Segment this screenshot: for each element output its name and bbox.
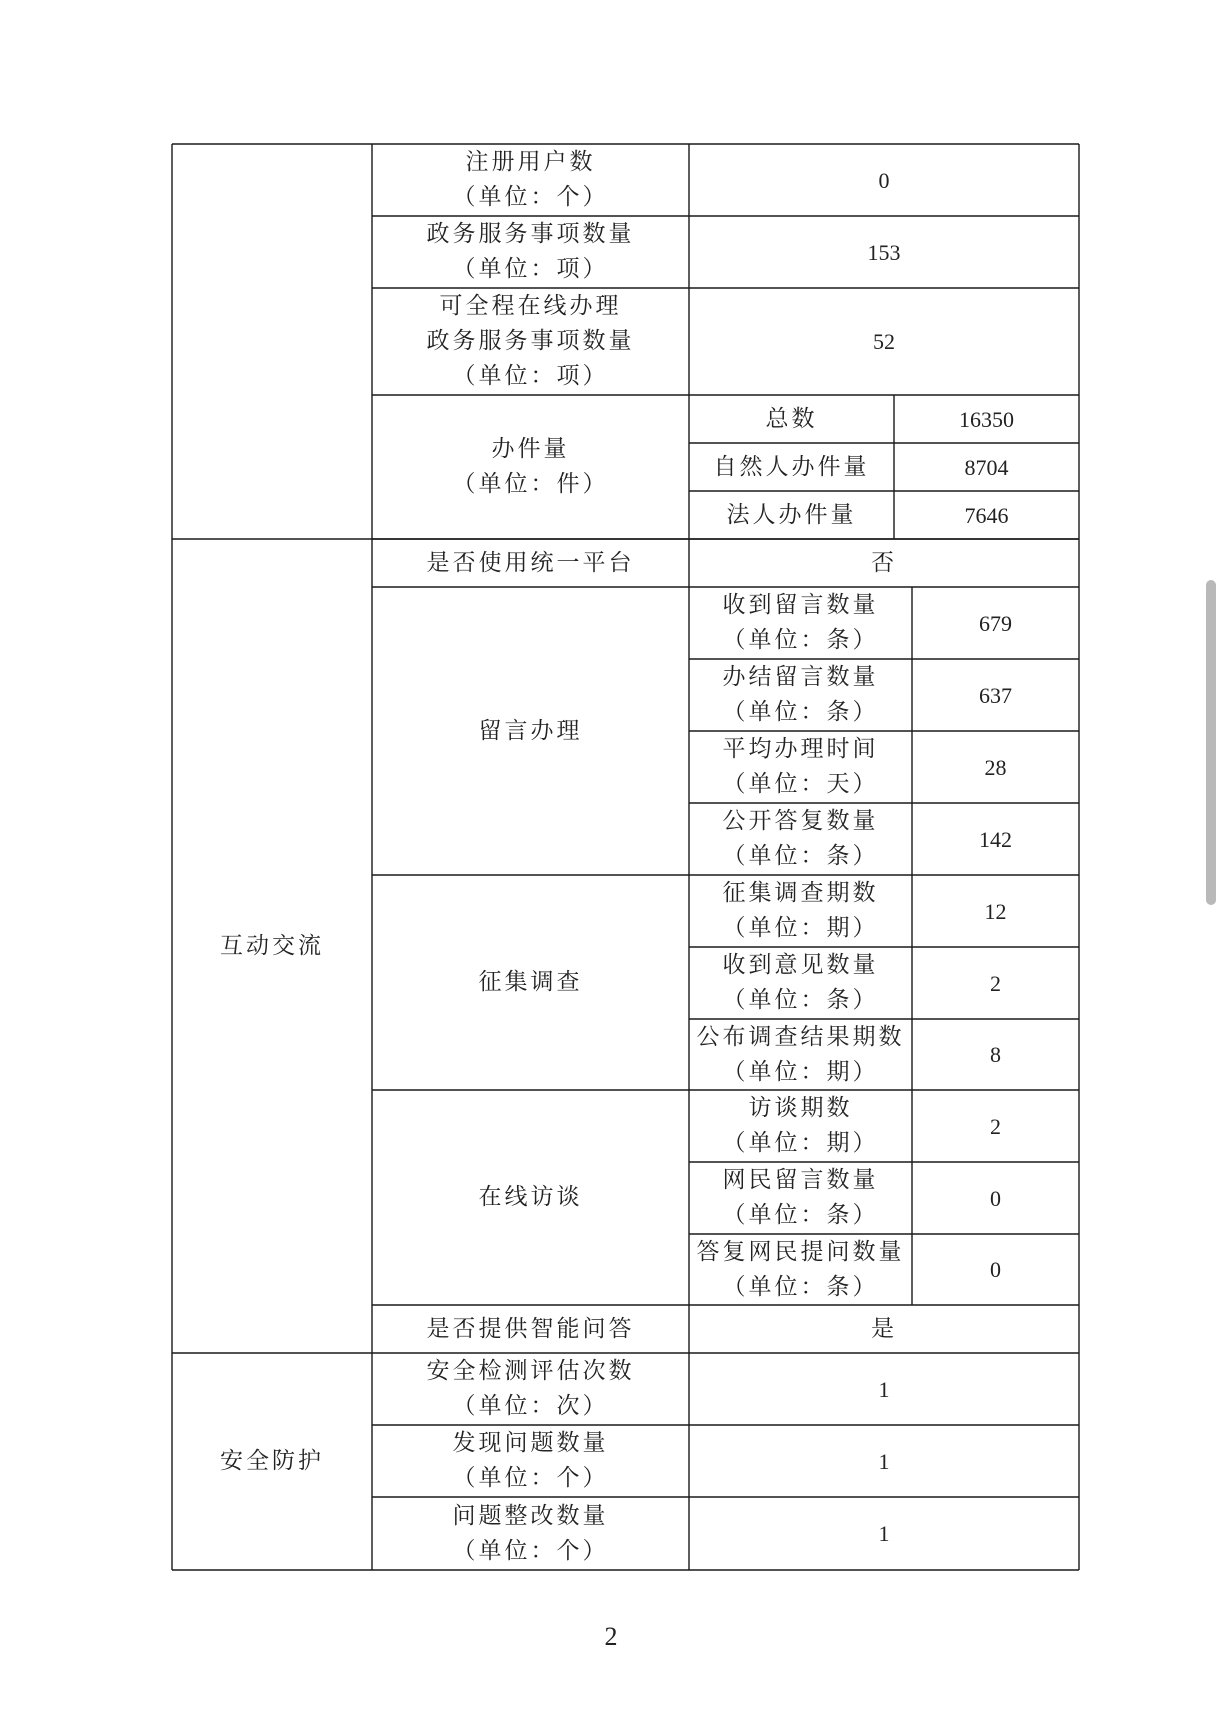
subrow-value bbox=[912, 587, 1079, 659]
section-name-text: 互动交流 bbox=[220, 932, 324, 959]
subrow-label bbox=[689, 947, 912, 1019]
row-value bbox=[689, 1425, 1079, 1497]
row-label bbox=[372, 1425, 689, 1497]
subrow-label-text: 法人办件量 bbox=[726, 501, 857, 528]
subrow-value-text: 142 bbox=[979, 826, 1012, 852]
subrow-value-text: 12 bbox=[984, 898, 1007, 924]
subrow-value-text: 2 bbox=[990, 970, 1001, 996]
row-label bbox=[372, 539, 689, 587]
subrow-value bbox=[912, 803, 1079, 875]
row-label-text: （单位：个） bbox=[452, 1537, 609, 1564]
row-label-text: （单位：项） bbox=[452, 363, 609, 389]
subrow-label bbox=[689, 1019, 912, 1090]
subrow-value-text: 0 bbox=[990, 1257, 1001, 1282]
subrow-value bbox=[912, 1234, 1079, 1305]
row-label-text: 安全检测评估次数 bbox=[426, 1358, 635, 1384]
row-label bbox=[372, 1305, 689, 1353]
row-value-text: 52 bbox=[873, 329, 895, 354]
subrow-label-text: （单位：条） bbox=[722, 1273, 879, 1300]
row-label-text: （单位：件） bbox=[452, 471, 609, 497]
row-label-text: 注册用户数 bbox=[465, 149, 596, 175]
row-value bbox=[689, 144, 1079, 216]
row-label-text: 征集调查 bbox=[478, 969, 583, 995]
row-label bbox=[372, 144, 689, 216]
row-value bbox=[689, 1353, 1079, 1425]
subrow-label bbox=[689, 1234, 912, 1305]
row-label bbox=[372, 1090, 689, 1305]
row-value-text: 1 bbox=[878, 1376, 890, 1402]
subrow-label bbox=[689, 731, 912, 803]
subrow-value-text: 8 bbox=[990, 1042, 1001, 1067]
section-name bbox=[172, 1353, 372, 1570]
row-label-text: （单位：个） bbox=[452, 184, 609, 210]
row-label-text: 政务服务事项数量 bbox=[426, 328, 635, 354]
row-label bbox=[372, 216, 689, 288]
subrow-label-text: 收到留言数量 bbox=[722, 592, 879, 618]
row-label bbox=[372, 1497, 689, 1570]
page-number: 2 bbox=[604, 1622, 618, 1651]
row-value-text: 153 bbox=[867, 239, 901, 265]
subrow-label-text: 征集调查期数 bbox=[722, 880, 879, 906]
row-label bbox=[372, 288, 689, 395]
subrow-label bbox=[689, 491, 894, 539]
row-label-text: 问题整改数量 bbox=[452, 1502, 609, 1529]
subrow-label-text: （单位：期） bbox=[722, 915, 879, 941]
subrow-label bbox=[689, 1162, 912, 1234]
row-label-text: 办件量 bbox=[491, 436, 570, 462]
subrow-label-text: （单位：条） bbox=[722, 699, 879, 725]
subrow-value-text: 2 bbox=[990, 1113, 1001, 1139]
row-value bbox=[689, 539, 1079, 587]
subrow-label bbox=[689, 587, 912, 659]
subrow-label-text: （单位：期） bbox=[722, 1058, 879, 1085]
subrow-label-text: 平均办理时间 bbox=[722, 736, 879, 762]
subrow-value bbox=[912, 1019, 1079, 1090]
section-name bbox=[172, 539, 372, 1353]
subrow-label-text: （单位：条） bbox=[722, 627, 879, 653]
subrow-label-text: 总数 bbox=[765, 405, 818, 432]
subrow-value bbox=[912, 875, 1079, 947]
subrow-label bbox=[689, 1090, 912, 1162]
row-value bbox=[689, 1497, 1079, 1570]
subrow-value bbox=[912, 1090, 1079, 1162]
row-value bbox=[689, 216, 1079, 288]
subrow-value-text: 16350 bbox=[959, 406, 1014, 432]
subrow-value bbox=[912, 659, 1079, 731]
subrow-label bbox=[689, 803, 912, 875]
statistics-table bbox=[172, 144, 1079, 1570]
row-label-text: 是否使用统一平台 bbox=[426, 549, 635, 576]
row-value-text: 1 bbox=[878, 1448, 890, 1474]
subrow-value bbox=[912, 1162, 1079, 1234]
subrow-label-text: 网民留言数量 bbox=[722, 1167, 879, 1193]
subrow-label bbox=[689, 875, 912, 947]
subrow-value bbox=[894, 443, 1079, 491]
row-value bbox=[689, 288, 1079, 395]
subrow-label-text: 访谈期数 bbox=[748, 1095, 853, 1121]
subrow-label-text: （单位：条） bbox=[722, 1202, 879, 1228]
subrow-value-text: 637 bbox=[979, 682, 1012, 708]
row-label-text: 政务服务事项数量 bbox=[426, 221, 635, 247]
row-label-text: 在线访谈 bbox=[478, 1184, 583, 1210]
row-label-text: （单位：项） bbox=[452, 256, 609, 282]
row-label-text: 留言办理 bbox=[478, 717, 583, 744]
subrow-label-text: 收到意见数量 bbox=[722, 952, 879, 978]
subrow-label-text: （单位：条） bbox=[722, 987, 879, 1013]
subrow-label-text: （单位：期） bbox=[722, 1130, 879, 1156]
subrow-value-text: 0 bbox=[990, 1185, 1001, 1211]
subrow-label bbox=[689, 395, 894, 443]
row-value bbox=[689, 1305, 1079, 1353]
subrow-label bbox=[689, 443, 894, 491]
row-value-text: 否 bbox=[871, 549, 897, 576]
row-label-text: 可全程在线办理 bbox=[439, 293, 622, 319]
row-label-text: （单位：次） bbox=[452, 1393, 609, 1419]
subrow-value-text: 8704 bbox=[964, 454, 1009, 480]
row-label bbox=[372, 875, 689, 1090]
row-label bbox=[372, 395, 689, 539]
row-label bbox=[372, 587, 689, 875]
subrow-value bbox=[894, 395, 1079, 443]
subrow-value bbox=[894, 491, 1079, 539]
row-value-text: 是 bbox=[871, 1315, 897, 1342]
row-label bbox=[372, 1353, 689, 1425]
scrollbar[interactable] bbox=[1206, 580, 1216, 905]
subrow-label-text: 公开答复数量 bbox=[722, 808, 879, 834]
subrow-label bbox=[689, 659, 912, 731]
row-value-text: 1 bbox=[878, 1521, 890, 1546]
row-label-text: （单位：个） bbox=[452, 1465, 609, 1491]
subrow-value-text: 28 bbox=[984, 754, 1007, 780]
subrow-label-text: （单位：条） bbox=[722, 843, 879, 869]
subrow-label-text: 自然人办件量 bbox=[713, 453, 870, 480]
subrow-label-text: （单位：天） bbox=[722, 771, 879, 797]
row-value-text: 0 bbox=[878, 167, 890, 193]
row-label-text: 发现问题数量 bbox=[452, 1430, 609, 1456]
subrow-value bbox=[912, 731, 1079, 803]
row-label-text: 是否提供智能问答 bbox=[426, 1315, 635, 1342]
subrow-label-text: 答复网民提问数量 bbox=[696, 1238, 905, 1265]
subrow-label-text: 办结留言数量 bbox=[722, 664, 879, 690]
subrow-value bbox=[912, 947, 1079, 1019]
section-name-text: 安全防护 bbox=[220, 1448, 324, 1474]
subrow-label-text: 公布调查结果期数 bbox=[696, 1023, 905, 1050]
subrow-value-text: 679 bbox=[979, 610, 1012, 636]
subrow-value-text: 7646 bbox=[964, 502, 1009, 528]
